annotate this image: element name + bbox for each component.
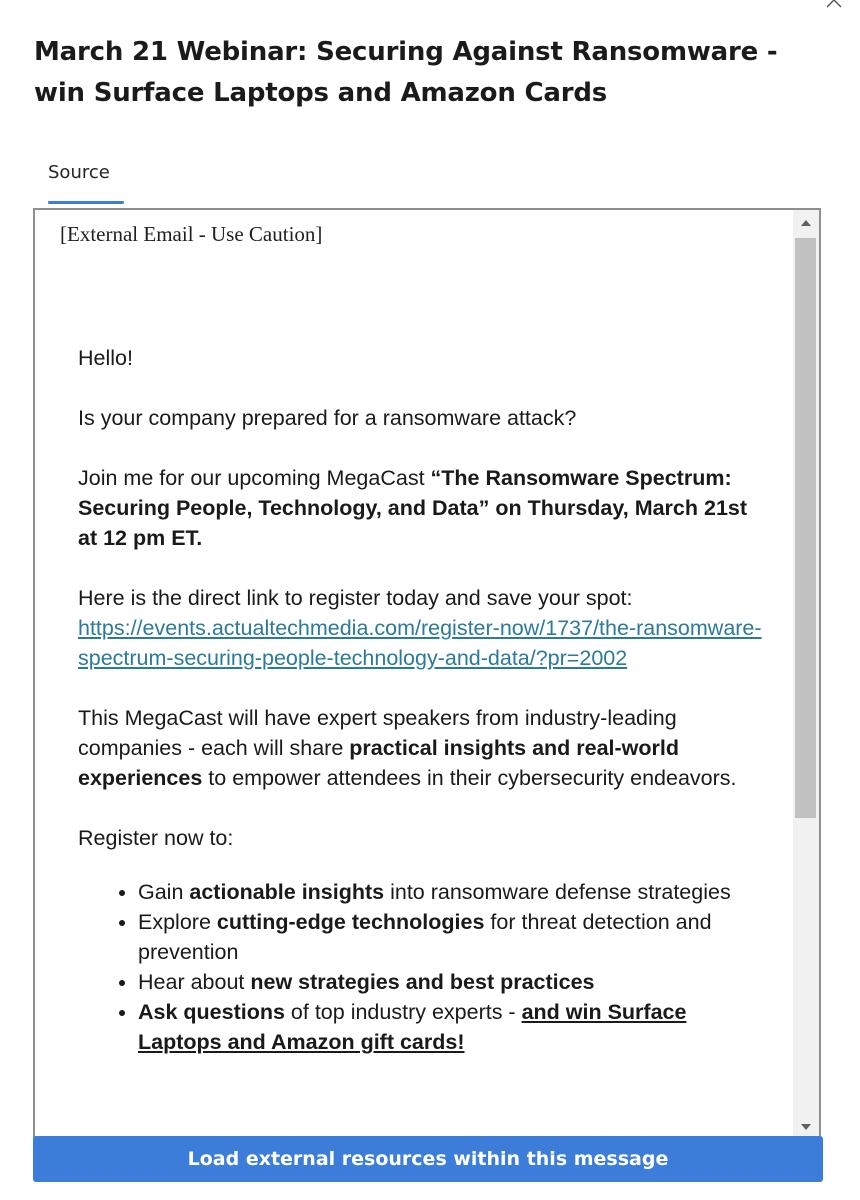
load-external-resources-button[interactable]: Load external resources within this message xyxy=(33,1136,823,1182)
close-icon[interactable] xyxy=(824,0,844,10)
external-email-banner: [External Email - Use Caution] xyxy=(60,222,323,246)
megacast-bold: practical insights and real-world experiences xyxy=(78,736,680,790)
list-item-bold: actionable insights xyxy=(189,880,385,904)
list-item-bold-underline: and win Surface Laptops and Amazon gift cards! xyxy=(138,1000,687,1054)
benefits-list xyxy=(78,877,768,1057)
list-item xyxy=(138,877,768,907)
list-item-text: into ransomware defense strategies xyxy=(384,880,731,904)
list-item-text: of top industry experts - xyxy=(284,1000,522,1024)
register-intro: Register now to: xyxy=(78,826,234,850)
tab-source[interactable]: Source xyxy=(34,152,124,206)
list-item xyxy=(138,907,768,967)
list-item-bold: Ask questions xyxy=(138,1000,285,1024)
list-item-text: for threat detection and prevention xyxy=(138,910,712,964)
list-item-text: Hear about xyxy=(138,970,251,994)
join-intro: Join me for our upcoming MegaCast xyxy=(78,466,431,490)
question-text: Is your company prepared for a ransomware attack? xyxy=(78,406,577,430)
dialog-title: March 21 Webinar: Securing Against Ransomware - win Surface Laptops and Amazon Cards xyxy=(34,37,778,108)
list-item-text: Explore xyxy=(138,910,217,934)
list-item-text: Gain xyxy=(138,880,190,904)
scroll-down-arrow-icon[interactable] xyxy=(800,1122,812,1132)
register-link[interactable]: https://events.actualtechmedia.com/register-now/1737/the-ransomware-spectrum-securing-people-technology-and-data/?pr=2002 xyxy=(78,616,762,670)
webinar-title: “The Ransomware Spectrum: Securing People, Technology, and Data” on Thursday, March 21st at 12 pm ET. xyxy=(78,466,748,550)
list-item xyxy=(138,997,768,1057)
scroll-up-arrow-icon[interactable] xyxy=(800,218,812,228)
megacast-text-post: to empower attendees in their cybersecurity endeavors. xyxy=(202,766,737,790)
vertical-scrollbar[interactable] xyxy=(793,210,819,1138)
list-item-bold: new strategies and best practices xyxy=(250,970,595,994)
join-paragraph xyxy=(78,463,768,553)
tab-list xyxy=(34,152,124,206)
message-content xyxy=(35,210,793,1138)
link-paragraph xyxy=(78,583,768,673)
greeting: Hello! xyxy=(78,346,133,370)
link-intro: Here is the direct link to register today and save your spot: xyxy=(78,586,633,610)
list-item xyxy=(138,967,768,997)
scrollbar-thumb[interactable] xyxy=(795,238,816,818)
list-item-bold: cutting-edge technologies xyxy=(216,910,485,934)
message-source-frame[interactable] xyxy=(33,208,821,1138)
email-body xyxy=(78,343,768,1057)
megacast-paragraph xyxy=(78,703,768,793)
megacast-text-pre: This MegaCast will have expert speakers from industry-leading companies - each will share xyxy=(78,706,677,760)
